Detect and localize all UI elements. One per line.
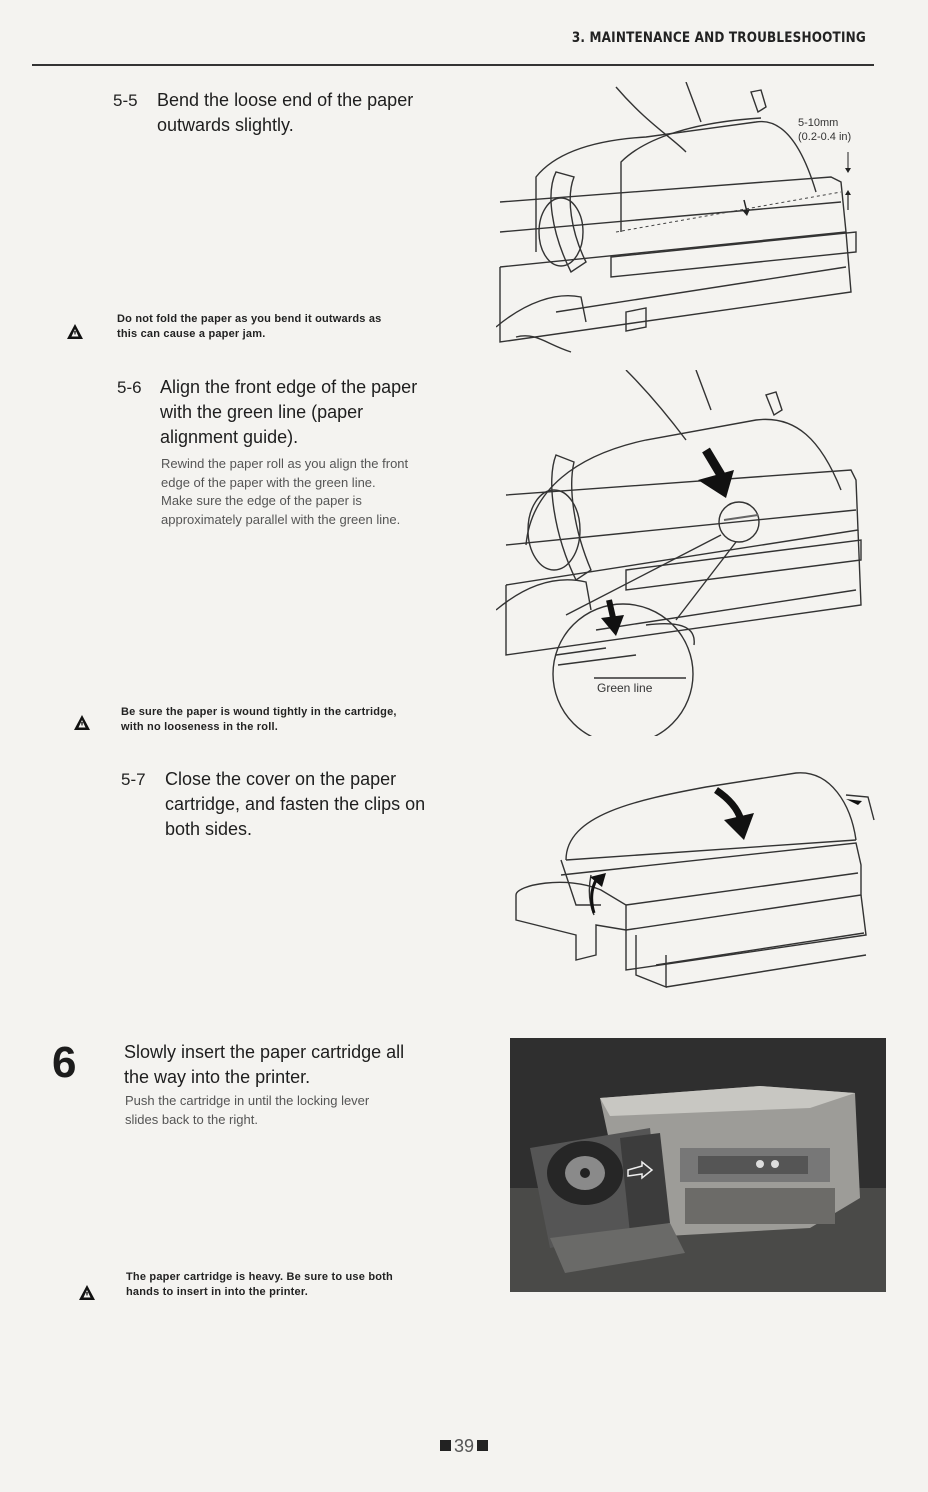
cartridge-align-illustration xyxy=(496,370,878,736)
warning-icon xyxy=(73,714,91,732)
step-title: Align the front edge of the paper with the green line (paper alignment guide). xyxy=(160,377,418,447)
cartridge-close-illustration xyxy=(506,765,884,1000)
step-6-body: Push the cartridge in until the locking lever slides back to the right. xyxy=(125,1093,370,1127)
step-5-5 xyxy=(113,88,414,135)
step-5-6 xyxy=(117,375,418,447)
warning-icon xyxy=(66,323,84,341)
step-number: 5-7 xyxy=(121,770,146,789)
measurement-label: 5-10mm (0.2-0.4 in) xyxy=(798,117,852,143)
step-title: Close the cover on the paper cartridge, and fasten the clips on both sides. xyxy=(165,769,426,839)
warning-icon xyxy=(78,1284,96,1302)
note-paper-jam: Do not fold the paper as you bend it outwards as this can cause a paper jam. xyxy=(117,313,382,340)
step-number-large: 6 xyxy=(52,1038,77,1087)
step-5-6-body: Rewind the paper roll as you align the front edge of the paper with the green line. Make sure the edge of the paper is approximately parallel with the green line. xyxy=(161,456,409,527)
note-heavy-cartridge: The paper cartridge is heavy. Be sure to use both hands to insert in into the printer. xyxy=(126,1271,393,1298)
printer-photo xyxy=(510,1038,886,1292)
section-header: 3. MAINTENANCE AND TROUBLESHOOTING xyxy=(571,30,866,46)
square-icon xyxy=(477,1440,488,1451)
step-title: Bend the loose end of the paper outwards slightly. xyxy=(157,90,414,135)
step-6-title: Slowly insert the paper cartridge all the way into the printer. xyxy=(124,1042,405,1087)
header-rule xyxy=(32,64,874,66)
step-number: 5-6 xyxy=(117,378,142,397)
figure-align-paper xyxy=(496,370,878,736)
note-wound-tightly: Be sure the paper is wound tightly in the cartridge, with no looseness in the roll. xyxy=(121,706,397,733)
step-5-7 xyxy=(121,767,426,839)
step-number: 5-5 xyxy=(113,91,138,110)
green-line-label: Green line xyxy=(597,681,653,695)
photo-insert-cartridge xyxy=(510,1038,886,1292)
figure-close-cover xyxy=(506,765,884,1000)
square-icon xyxy=(440,1440,451,1451)
figure-bend-paper xyxy=(496,82,878,358)
page-number: 39 xyxy=(0,1436,928,1457)
